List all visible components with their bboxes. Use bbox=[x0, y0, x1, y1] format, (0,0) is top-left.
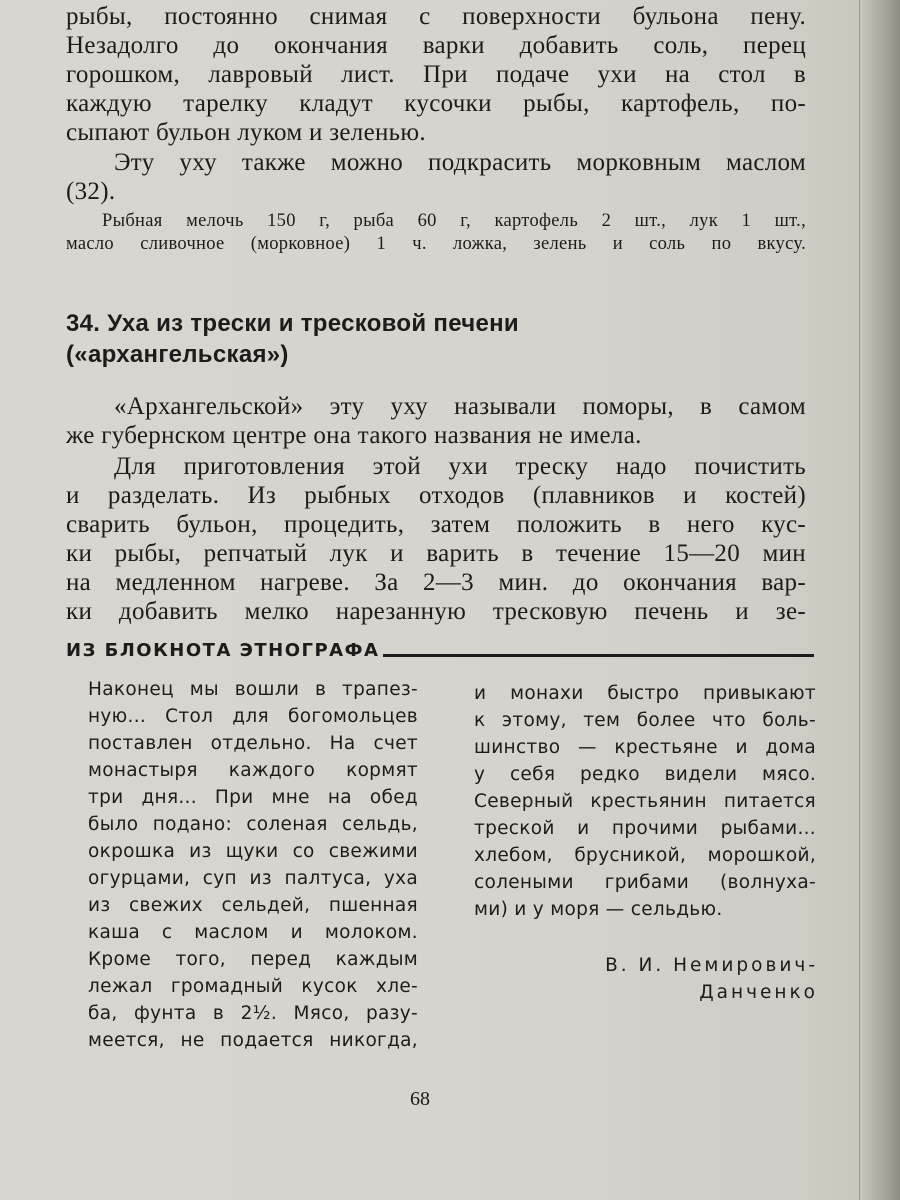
sidebar-line: из свежих сельдей, пшенная bbox=[88, 895, 418, 916]
text-line: ки рыбы, репчатый лук и варить в течение 15—20 мин bbox=[66, 540, 806, 567]
carrot-note bbox=[66, 148, 806, 206]
text-line: и разделать. Из рыбных отходов (плавников и костей) bbox=[66, 482, 806, 509]
text-line: каждую тарелку кладут кусочки рыбы, картофель, по- bbox=[66, 90, 806, 117]
sidebar-line: треской и прочими рыбами... bbox=[474, 818, 816, 839]
text-line: Незадолго до окончания варки добавить соль, перец bbox=[66, 32, 806, 59]
sidebar-line: ми) и у моря — сельдью. bbox=[474, 899, 723, 920]
text-line: «Архангельской» эту уху называли поморы, в самом bbox=[114, 393, 806, 420]
recipe-title bbox=[66, 308, 806, 370]
sidebar-line: ба, фунта в 2½. Мясо, разу- bbox=[88, 1003, 418, 1024]
intro-paragraph bbox=[66, 392, 806, 450]
sidebar-line: было подано: соленая сельдь, bbox=[88, 814, 418, 835]
recipe-title-line: («архангельская») bbox=[66, 341, 289, 368]
text-line: сыпают бульон луком и зеленью. bbox=[66, 119, 426, 146]
sidebar-line: окрошка из щуки со свежими bbox=[88, 841, 418, 862]
sidebar-line: три дня... При мне на обед bbox=[88, 787, 418, 808]
page-number: 68 bbox=[410, 1088, 430, 1110]
text-line: сварить бульон, процедить, затем положить в него кус- bbox=[66, 511, 806, 538]
sidebar-right-column bbox=[474, 680, 816, 923]
sidebar-line: шинство — крестьяне и дома bbox=[474, 737, 816, 758]
sidebar-line: огурцами, суп из палтуса, уха bbox=[88, 868, 418, 889]
sidebar-line: поставлен отдельно. На счет bbox=[88, 733, 418, 754]
ingredients-line: масло сливочное (морковное) 1 ч. ложка, зелень и соль по вкусу. bbox=[66, 234, 806, 254]
sidebar-line: каша с маслом и молоком. bbox=[88, 922, 418, 943]
sidebar-line: монастыря каждого кормят bbox=[88, 760, 418, 781]
sidebar-line: Северный крестьянин питается bbox=[474, 791, 816, 812]
sidebar-line: и монахи быстро привыкают bbox=[474, 683, 816, 704]
sidebar-line: хлебом, брусникой, морошкой, bbox=[474, 845, 816, 866]
ingredients-line: Рыбная мелочь 150 г, рыба 60 г, картофель 2 шт., лук 1 шт., bbox=[102, 211, 806, 231]
sidebar-line: Наконец мы вошли в трапез- bbox=[88, 679, 418, 700]
ingredients-list bbox=[66, 210, 806, 256]
sidebar-line: Кроме того, перед каждым bbox=[88, 949, 418, 970]
text-line: Для приготовления этой ухи треску надо почистить bbox=[114, 453, 806, 480]
sidebar-line: ную... Стол для богомольцев bbox=[88, 706, 418, 727]
sidebar-left-column bbox=[88, 676, 418, 1054]
text-line: (32). bbox=[66, 178, 116, 205]
sidebar-line: меется, не подается никогда, bbox=[88, 1030, 418, 1051]
sidebar-title bbox=[66, 633, 814, 661]
sidebar-title-rule bbox=[383, 654, 814, 657]
text-line: ки добавить мелко нарезанную тресковую печень и зе- bbox=[66, 598, 806, 625]
sidebar-line: лежал громадный кусок хле- bbox=[88, 976, 418, 997]
top-paragraph bbox=[66, 2, 806, 147]
page-edge bbox=[860, 0, 900, 1200]
text-line: же губернском центре она такого названия не имела. bbox=[66, 422, 642, 449]
text-line: рыбы, постоянно снимая с поверхности бульона пену. bbox=[66, 3, 806, 30]
author-line: В. И. Немирович- bbox=[605, 955, 818, 976]
recipe-title-line: 34. Уха из трески и тресковой печени bbox=[66, 310, 519, 337]
text-line: горошком, лавровый лист. При подаче ухи на стол в bbox=[66, 61, 806, 88]
sidebar-author bbox=[474, 952, 818, 1006]
text-line: Эту уху также можно подкрасить морковным маслом bbox=[114, 149, 806, 176]
sidebar-line: у себя редко видели мясо. bbox=[474, 764, 816, 785]
text-line: на медленном нагреве. За 2—3 мин. до окончания вар- bbox=[66, 569, 806, 596]
sidebar-line: к этому, тем более что боль- bbox=[474, 710, 816, 731]
author-line: Данченко bbox=[699, 982, 818, 1003]
method-paragraph bbox=[66, 452, 806, 626]
sidebar-title-text: ИЗ БЛОКНОТА ЭТНОГРАФА bbox=[66, 640, 380, 661]
sidebar-line: солеными грибами (волнуха- bbox=[474, 872, 816, 893]
